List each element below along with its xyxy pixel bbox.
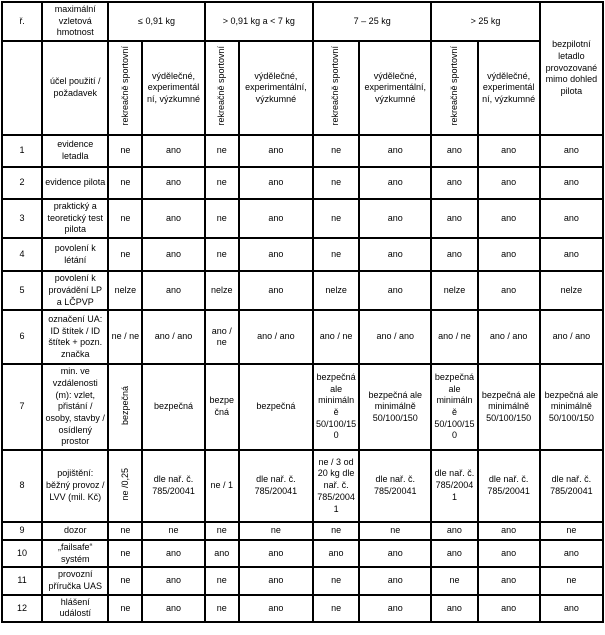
value-cell: ano [359, 540, 431, 567]
row-number: 4 [2, 238, 42, 271]
value-cell: ano [239, 238, 313, 271]
value-cell: ano [359, 199, 431, 238]
row-label: pojištění: běžný provoz / LVV (mil. Kč) [42, 450, 108, 522]
table-row [2, 567, 603, 594]
table-row [2, 271, 603, 310]
value-cell: ano [540, 167, 603, 199]
value-cell: ano [359, 167, 431, 199]
value-cell: ano [431, 238, 477, 271]
value-cell: ne [540, 567, 603, 594]
table-row [2, 540, 603, 567]
row-number: 7 [2, 364, 42, 450]
value-cell: ne [313, 238, 359, 271]
value-cell: ano [540, 135, 603, 167]
value-cell: ano [478, 167, 540, 199]
value-cell: nelze [540, 271, 603, 310]
value-cell: ano [431, 522, 477, 540]
value-cell: ano [359, 238, 431, 271]
value-cell: ano / ne [313, 310, 359, 364]
value-cell: ano [540, 540, 603, 567]
value-cell: ne [205, 167, 239, 199]
row-number: 12 [2, 595, 42, 622]
value-cell: ano [142, 271, 204, 310]
weight-group-4: > 25 kg [431, 2, 539, 41]
value-cell: bezpečná [142, 364, 204, 450]
value-cell: ne [313, 167, 359, 199]
value-cell: ano [359, 135, 431, 167]
value-cell: ne [205, 595, 239, 622]
value-cell: ano [142, 540, 204, 567]
value-cell: nelze [431, 271, 477, 310]
value-cell: ne / 1 [205, 450, 239, 522]
value-cell: ano / ano [478, 310, 540, 364]
rotated-label: rekreačně sportovní [448, 46, 459, 126]
value-cell: ano / ne [431, 310, 477, 364]
subheader-recreational-1 [108, 41, 142, 135]
value-cell: ne [108, 567, 142, 594]
weight-group-3: 7 – 25 kg [313, 2, 431, 41]
subheader-recreational-3 [313, 41, 359, 135]
value-cell: ne [359, 522, 431, 540]
subheader-commercial-2: výdělečné, experimentální, výzkumné [239, 41, 313, 135]
beyond-visual-line-header: bezpilotní letadlo provozované mimo dohled pilota [540, 2, 603, 135]
uas-requirements-table [1, 1, 604, 623]
value-cell: ne [313, 567, 359, 594]
value-cell: ano [478, 540, 540, 567]
row-label: praktický a teoretický test pilota [42, 199, 108, 238]
value-cell: ano [359, 567, 431, 594]
value-cell: ano [239, 567, 313, 594]
value-cell: ne [108, 199, 142, 238]
rotated-label: rekreačně sportovní [330, 46, 341, 126]
subheader-recreational-4 [431, 41, 477, 135]
value-cell: ano [478, 271, 540, 310]
row-number: 6 [2, 310, 42, 364]
value-cell: ano [239, 271, 313, 310]
table-row [2, 522, 603, 540]
table-body [2, 135, 603, 622]
value-cell: ano [431, 595, 477, 622]
value-cell: ne / ne [108, 310, 142, 364]
value-cell [108, 450, 142, 522]
value-cell: ne [205, 199, 239, 238]
weight-group-1: ≤ 0,91 kg [108, 2, 204, 41]
rotated-label: rekreačně sportovní [119, 46, 130, 126]
value-cell: ano [239, 167, 313, 199]
value-cell: dle nař. č. 785/20041 [239, 450, 313, 522]
value-cell: ano [431, 167, 477, 199]
value-cell: ne [313, 135, 359, 167]
row-number: 9 [2, 522, 42, 540]
row-label: označení UA: ID štítek / ID štítek + pozn. značka [42, 310, 108, 364]
subheader-recreational-2 [205, 41, 239, 135]
value-cell: ano / ano [540, 310, 603, 364]
value-cell: ano [431, 135, 477, 167]
value-cell: ano [142, 167, 204, 199]
row-number: 3 [2, 199, 42, 238]
value-cell: dle nař. č. 785/20041 [431, 450, 477, 522]
value-cell: nelze [205, 271, 239, 310]
value-cell: ne [313, 522, 359, 540]
value-cell: ano [478, 567, 540, 594]
rotated-value: ne /0,25 [119, 467, 130, 501]
header-row-weights [2, 2, 603, 41]
value-cell: dle nař. č. 785/20041 [540, 450, 603, 522]
value-cell: ano [540, 238, 603, 271]
value-cell: bezpečná [239, 364, 313, 450]
value-cell: dle nař. č. 785/20041 [142, 450, 204, 522]
value-cell: bezpečná ale minimálně 50/100/150 [431, 364, 477, 450]
value-cell: ne [313, 199, 359, 238]
purpose-header-cell: účel použití / požadavek [42, 41, 108, 135]
row-number: 10 [2, 540, 42, 567]
value-cell: ano [142, 595, 204, 622]
subheader-commercial-4: výdělečné, experimentální, výzkumné [478, 41, 540, 135]
row-number: 8 [2, 450, 42, 522]
value-cell: ano [478, 135, 540, 167]
value-cell: ne [205, 522, 239, 540]
row-label: dozor [42, 522, 108, 540]
value-cell: ano [431, 199, 477, 238]
table-row [2, 450, 603, 522]
table-row [2, 167, 603, 199]
value-cell: ano / ne [205, 310, 239, 364]
value-cell: ano [142, 567, 204, 594]
value-cell: ano [478, 522, 540, 540]
value-cell: bezpečná ale minimálně 50/100/150 [359, 364, 431, 450]
value-cell: ano [142, 199, 204, 238]
row-label: „failsafe“ systém [42, 540, 108, 567]
value-cell: nelze [108, 271, 142, 310]
value-cell: ano / ano [359, 310, 431, 364]
table-header [2, 2, 603, 135]
value-cell: bezpečná ale minimálně 50/100/150 [540, 364, 603, 450]
value-cell: ne [239, 522, 313, 540]
row-number: 11 [2, 567, 42, 594]
table-row [2, 135, 603, 167]
value-cell: ano [359, 271, 431, 310]
value-cell: ne [205, 238, 239, 271]
value-cell: ano [313, 540, 359, 567]
empty-corner-cell [2, 41, 42, 135]
value-cell: ano [239, 135, 313, 167]
value-cell: ne [431, 567, 477, 594]
value-cell: ano [359, 595, 431, 622]
value-cell: nelze [313, 271, 359, 310]
row-label: hlášení událostí [42, 595, 108, 622]
table-row [2, 199, 603, 238]
value-cell: ano [431, 540, 477, 567]
row-label: povolení k provádění LP a LČPVP [42, 271, 108, 310]
value-cell [108, 364, 142, 450]
value-cell: dle nař. č. 785/20041 [359, 450, 431, 522]
value-cell: ano [239, 199, 313, 238]
table-row [2, 364, 603, 450]
weight-header-cell: maximální vzletová hmotnost [42, 2, 108, 41]
subheader-commercial-3: výdělečné, experimentální, výzkumné [359, 41, 431, 135]
value-cell: ne [108, 522, 142, 540]
table-row [2, 238, 603, 271]
table-row [2, 310, 603, 364]
value-cell: ano [142, 135, 204, 167]
row-label: evidence pilota [42, 167, 108, 199]
value-cell: ne [108, 238, 142, 271]
row-label: provozní příručka UAS [42, 567, 108, 594]
value-cell: ne [313, 595, 359, 622]
row-number: 2 [2, 167, 42, 199]
rotated-label: rekreačně sportovní [215, 46, 226, 126]
value-cell: ano [540, 595, 603, 622]
value-cell: ano [540, 199, 603, 238]
value-cell: ano [142, 238, 204, 271]
header-row-purpose [2, 41, 603, 135]
weight-group-2: > 0,91 kg a < 7 kg [205, 2, 313, 41]
row-label: min. ve vzdálenosti (m): vzlet, přistání / osoby, stavby / osídlený prostor [42, 364, 108, 450]
value-cell: ne [108, 135, 142, 167]
value-cell: ne [108, 540, 142, 567]
value-cell: ne [108, 167, 142, 199]
value-cell: ano / ano [239, 310, 313, 364]
row-number: 1 [2, 135, 42, 167]
value-cell: ano [478, 595, 540, 622]
value-cell: ano [239, 595, 313, 622]
value-cell: bezpečná ale minimálně 50/100/150 [478, 364, 540, 450]
value-cell: ano [205, 540, 239, 567]
value-cell: ne [142, 522, 204, 540]
value-cell: ano [239, 540, 313, 567]
row-label: evidence letadla [42, 135, 108, 167]
value-cell: ano [478, 199, 540, 238]
value-cell: bezpečná ale minimálně 50/100/150 [313, 364, 359, 450]
value-cell: ne [540, 522, 603, 540]
rotated-value: bezpečná [119, 385, 130, 425]
row-label: povolení k létání [42, 238, 108, 271]
value-cell: ne [108, 595, 142, 622]
subheader-commercial-1: výdělečné, experimentální, výzkumné [142, 41, 204, 135]
corner-row-label: ř. [2, 2, 42, 41]
table-row [2, 595, 603, 622]
value-cell: dle nař. č. 785/20041 [478, 450, 540, 522]
value-cell: ne / 3 od 20 kg dle nař. č. 785/20041 [313, 450, 359, 522]
row-number: 5 [2, 271, 42, 310]
value-cell: ano / ano [142, 310, 204, 364]
value-cell: ne [205, 135, 239, 167]
value-cell: bezpečná [205, 364, 239, 450]
value-cell: ano [478, 238, 540, 271]
value-cell: ne [205, 567, 239, 594]
